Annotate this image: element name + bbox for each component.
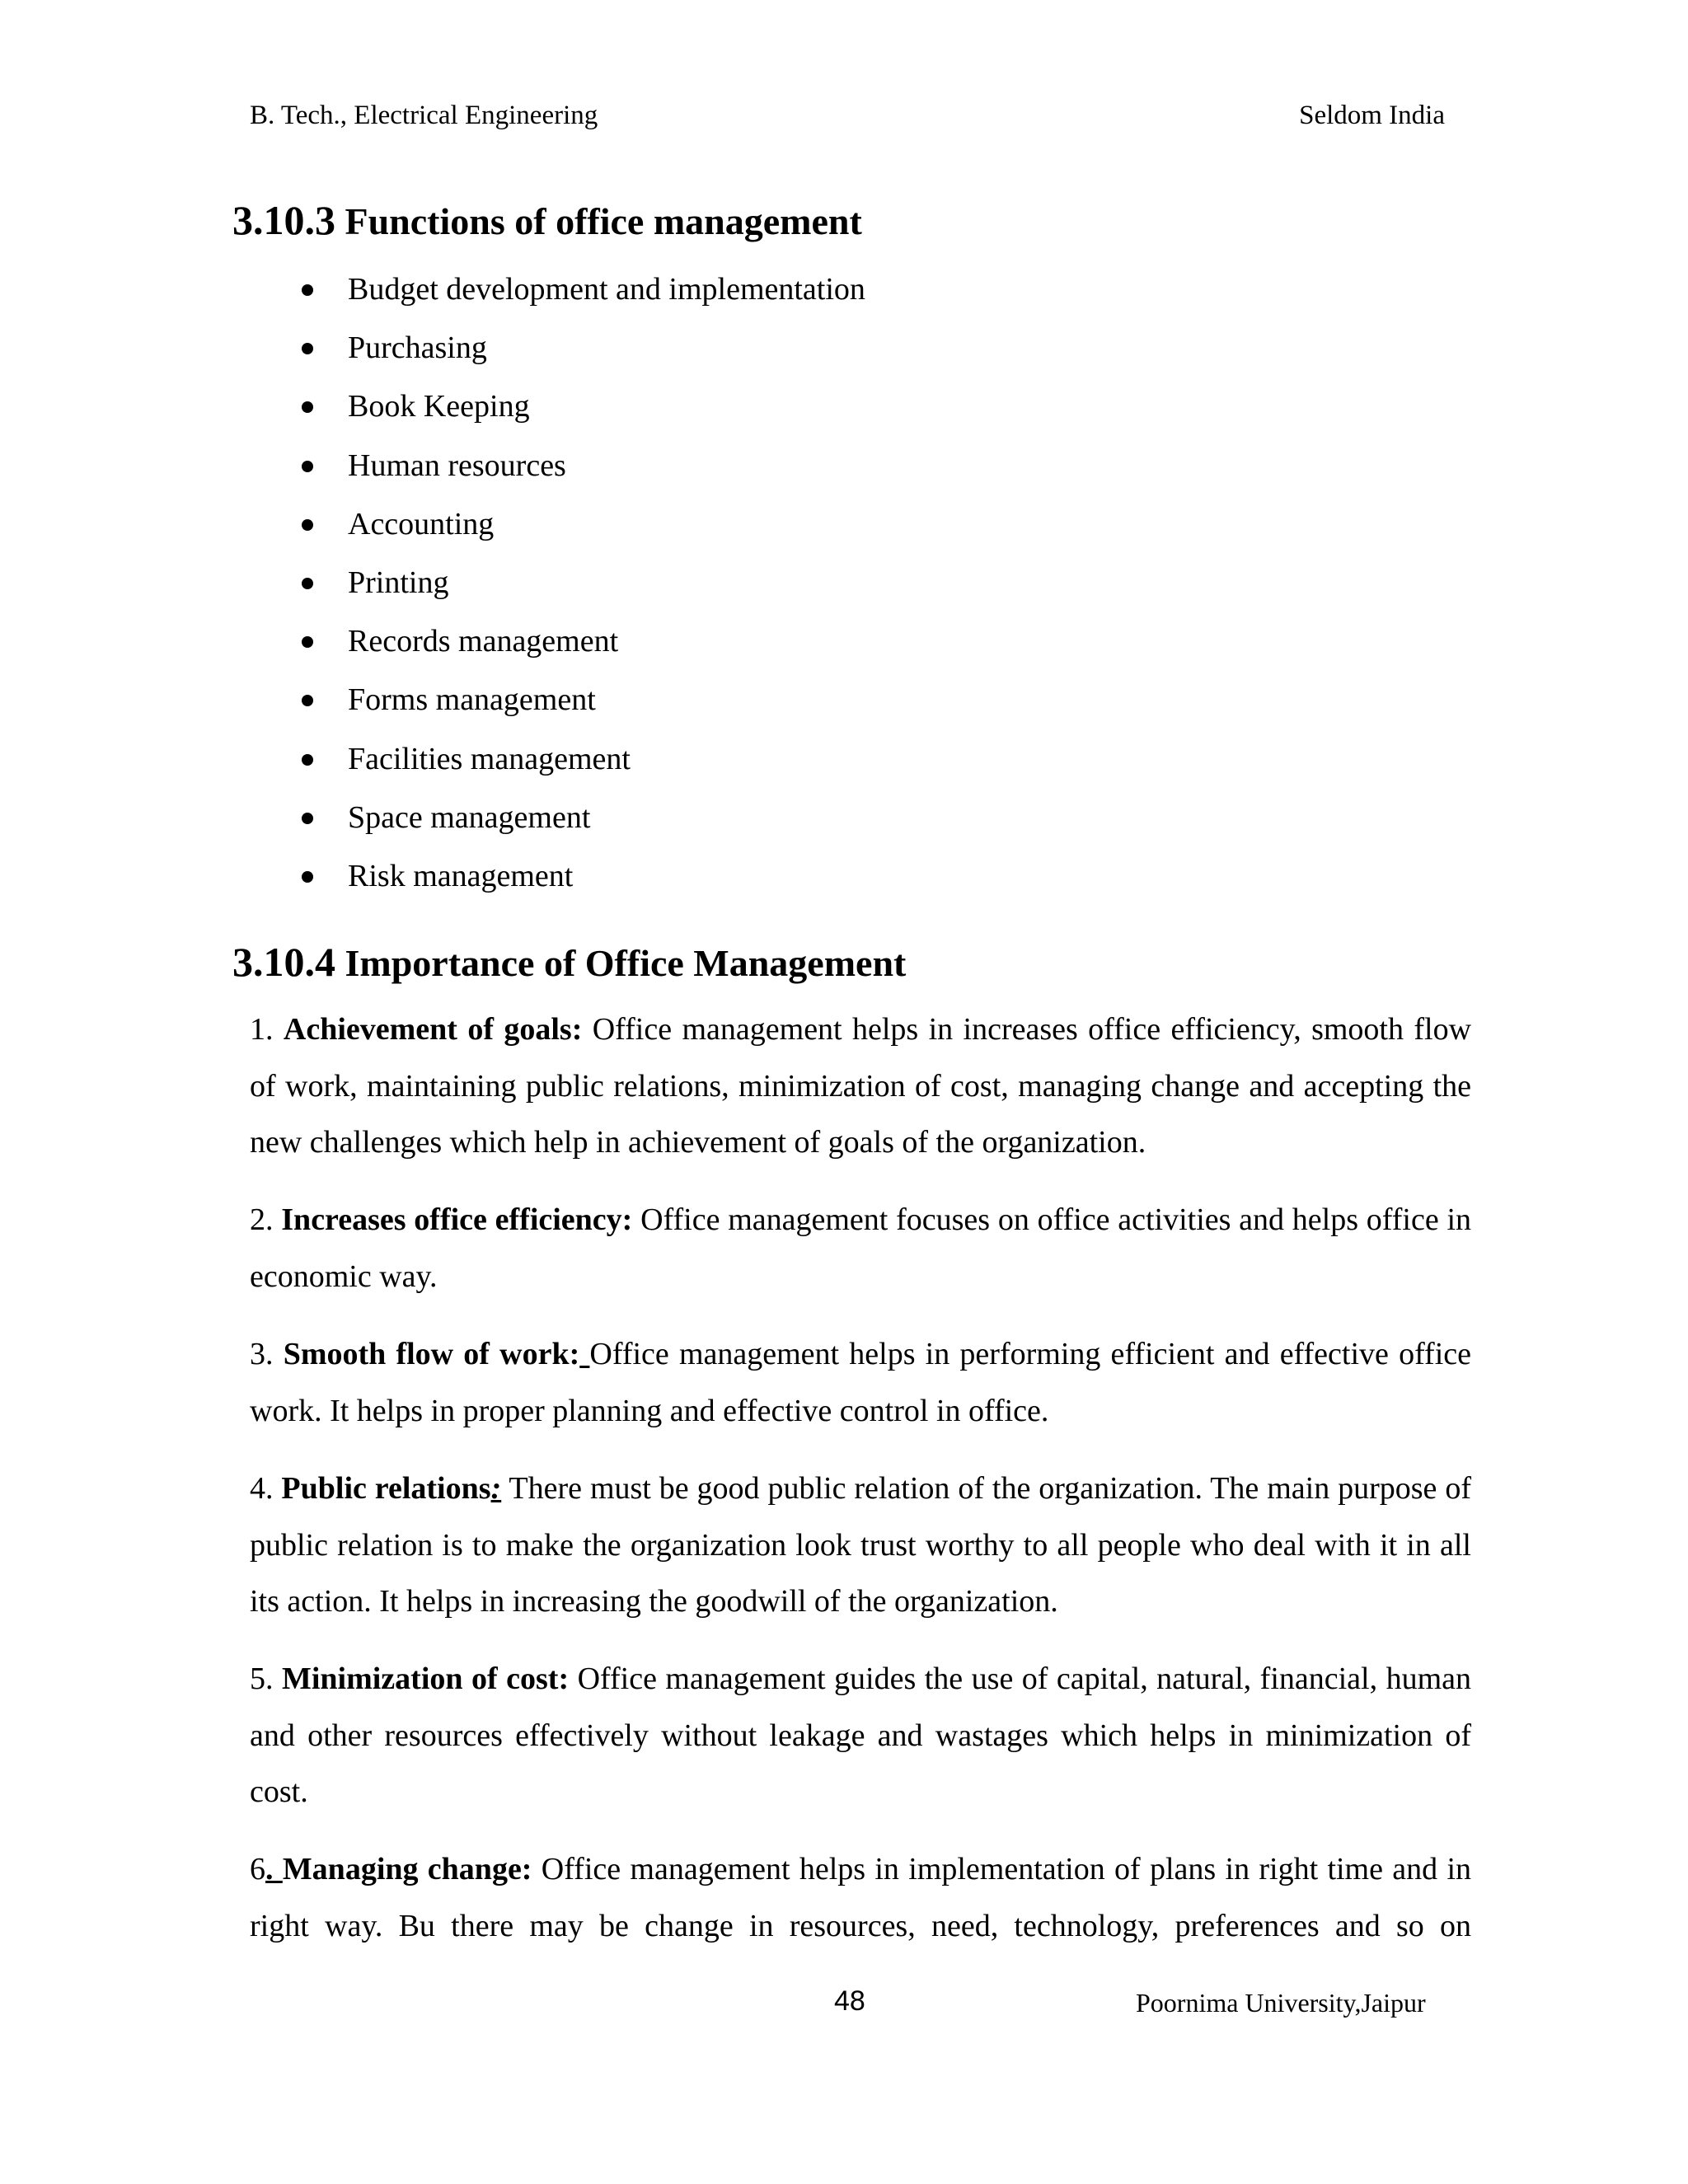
bullet-icon [302, 343, 313, 354]
section-number: 3.10.3 [232, 197, 335, 243]
footer-institution: Poornima University,Jaipur [1136, 1988, 1426, 2018]
paragraph-term: Smooth flow of work: [283, 1337, 580, 1371]
list-item: Space management [297, 794, 865, 853]
paragraph-managing-change: 6. Managing change: Office management helps in implementation of plans in right time and in right way. Bu there may be change in resources, need, technology, preferences and so on [250, 1852, 1472, 1943]
paragraph-term: Public relations [281, 1471, 491, 1506]
list-item: Human resources [297, 443, 865, 501]
paragraph-term: Increases office efficiency: [281, 1202, 633, 1237]
header-publisher: Seldom India [1299, 101, 1445, 130]
list-item: Facilities management [297, 736, 865, 794]
bullet-icon [302, 695, 313, 706]
section-title-text: Importance of Office Management [345, 942, 907, 984]
paragraph-minimization-of-cost: 5. Minimization of cost: Office management guides the use of capital, natural, financial, human and other resources effectively without leakage and wastages which helps in minimization of cost. [250, 1661, 1472, 1809]
list-item: Purchasing [297, 325, 865, 383]
functions-list [297, 266, 865, 912]
list-item: Budget development and implementation [297, 266, 865, 325]
paragraph-term: Minimization of cost: [281, 1661, 570, 1696]
paragraph-term: Managing change: [282, 1852, 532, 1886]
bullet-icon [302, 871, 313, 883]
bullet-icon [302, 461, 313, 472]
bullet-icon [302, 813, 313, 824]
paragraph-public-relations: 4. Public relations: There must be good public relation of the organization. The main purpose of public relation is to make the organization look trust worthy to all people who deal with it in all its action. It helps in increasing the goodwill of the organization. [250, 1471, 1471, 1619]
list-item: Records management [297, 618, 865, 677]
list-item: Accounting [297, 501, 865, 560]
paragraph-office-efficiency: 2. Increases office efficiency: Office management focuses on office activities and helps office in economic way. [250, 1202, 1472, 1294]
bullet-icon [302, 578, 313, 589]
list-item: Printing [297, 560, 865, 618]
paragraph-term: Achievement of goals: [283, 1012, 583, 1047]
bullet-icon [302, 401, 313, 413]
section-number: 3.10.4 [232, 939, 335, 985]
paragraph-smooth-flow: 3. Smooth flow of work: Office management helps in performing efficient and effective office work. It helps in proper planning and effective control in office. [250, 1337, 1471, 1428]
bullet-icon [302, 754, 313, 766]
paragraph-achievement-of-goals: 1. Achievement of goals: Office management helps in increases office efficiency, smooth flow of work, maintaining public relations, minimization of cost, managing change and accepting the new challenges which help in achievement of goals of the organization. [250, 1012, 1472, 1160]
section-heading-functions [232, 195, 862, 246]
list-item: Forms management [297, 677, 865, 735]
bullet-icon [302, 519, 313, 531]
page-number: 48 [834, 1985, 865, 2017]
section-title-text: Functions of office management [345, 200, 862, 242]
list-item: Risk management [297, 853, 865, 912]
bullet-icon [302, 284, 313, 296]
header-course: B. Tech., Electrical Engineering [250, 101, 598, 130]
bullet-icon [302, 636, 313, 648]
section-heading-importance [232, 937, 906, 988]
list-item: Book Keeping [297, 383, 865, 442]
